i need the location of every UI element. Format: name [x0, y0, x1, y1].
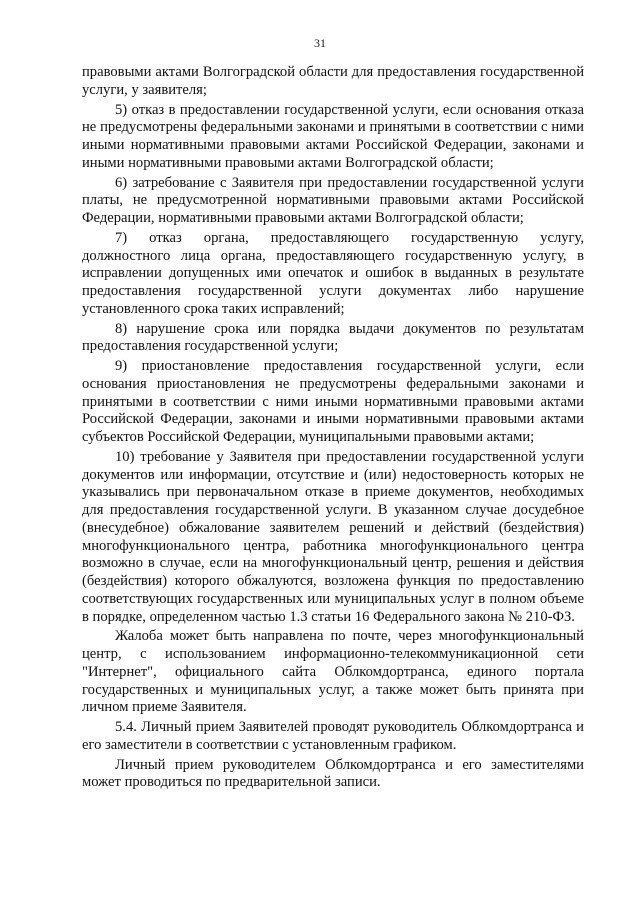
paragraph-item-10: 10) требование у Заявителя при предоставлении государственной услуги документов или информации, отсутствие и (или) недостоверность которых не указывались при первоначальном отказе в приеме документов, необходимых для предоставления государственной услуги. В указанном случае досудебное (внесудебное) обжалование заявителем решений и действий (бездействия) многофункционального центра, работника многофункционального центра возможно в случае, если на многофункциональный центр, решения и действия (бездействия) которого обжалуются, возложена функция по предоставлению соответствующих государственных или муниципальных услуг в полном объеме в порядке, определенном частью 1.3 статьи 16 Федерального закона № 210-ФЗ. [82, 448, 584, 625]
paragraph-item-8: 8) нарушение срока или порядка выдачи документов по результатам предоставления государственной услуги; [82, 320, 584, 355]
paragraph-section-5-4: 5.4. Личный прием Заявителей проводят руководитель Облкомдортранса и его заместители в соответствии с установленным графиком. [82, 719, 584, 753]
paragraph-personal-reception: Личный прием руководителем Облкомдортранса и его заместителями может проводиться по предварительной записи. [82, 756, 584, 791]
document-body [82, 64, 584, 794]
paragraph-item-9: 9) приостановление предоставления государственной услуги, если основания приостановления не предусмотрены федеральными законами и принятыми в соответствии с ними иными нормативными правовыми актами Российской Федерации, законами и иными нормативными правовыми актами субъектов Российской Федерации, муниципальными правовыми актами; [82, 358, 584, 445]
page-number: 31 [314, 36, 326, 50]
paragraph-item-7: 7) отказ органа, предоставляющего государственную услугу, должностного лица органа, предоставляющего государственную услугу, в исправлении допущенных ими опечаток и ошибок в выданных в результате предоставления государственной услуги документах либо нарушение установленного срока таких исправлений; [82, 229, 584, 317]
paragraph-item-6: 6) затребование с Заявителя при предоставлении государственной услуги платы, не предусмотренной нормативными правовыми актами Российской Федерации, нормативными правовыми актами Волгоградской области; [82, 174, 584, 226]
paragraph-continuation: правовыми актами Волгоградской области для предоставления государственной услуги, у заявителя; [82, 64, 584, 98]
paragraph-item-5: 5) отказ в предоставлении государственной услуги, если основания отказа не предусмотрены федеральными законами и принятыми в соответствии с ними иными нормативными правовыми актами Российской Федерации, законами и иными нормативными правовыми актами Волгоградской области; [82, 101, 584, 171]
paragraph-complaint-channels: Жалоба может быть направлена по почте, через многофункциональный центр, с использованием информационно-телекоммуникационной сети "Интернет", официального сайта Облкомдортранса, единого портала государственных и муниципальных услуг, а также может быть принята при личном приеме Заявителя. [82, 628, 584, 716]
